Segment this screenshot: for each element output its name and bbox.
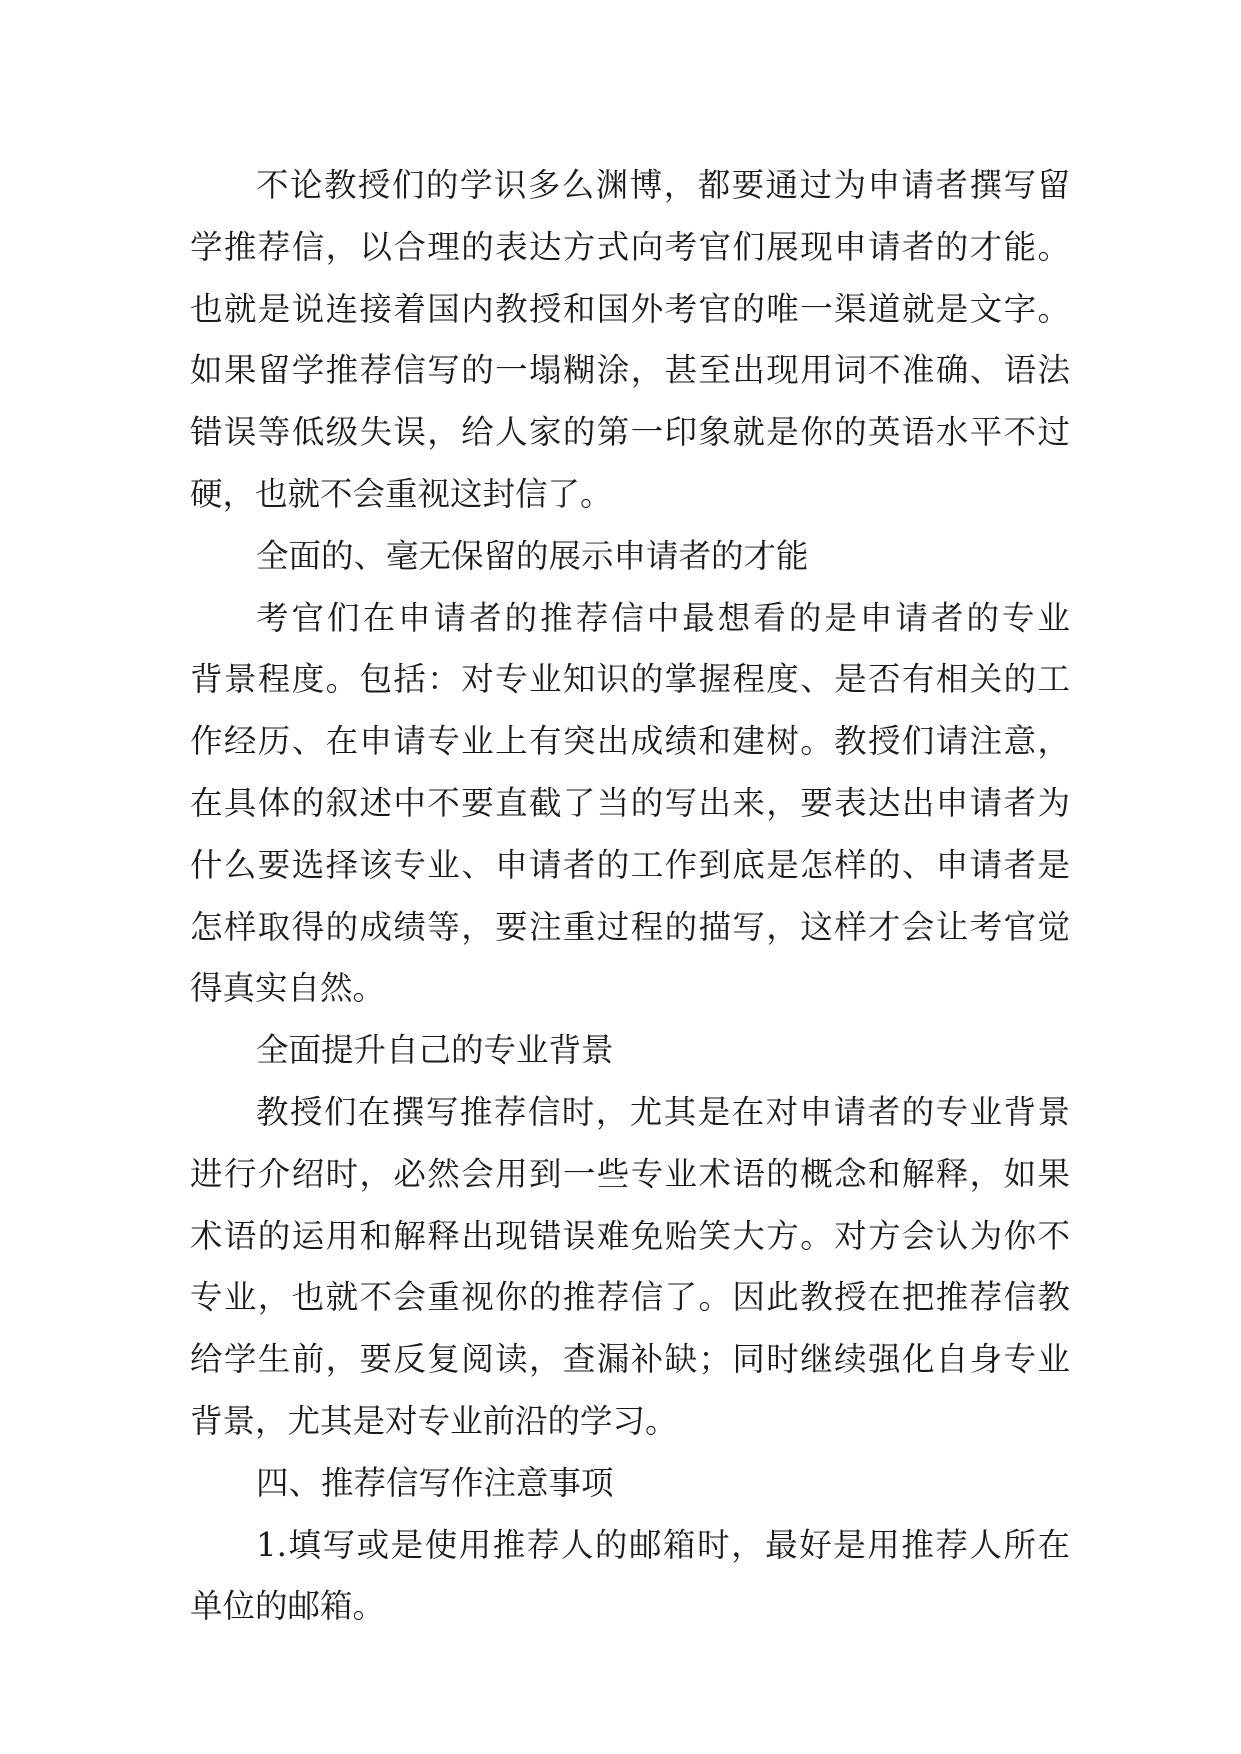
text-line: 教授们在撰写推荐信时，尤其是在对申请者的专业背景	[256, 1092, 1070, 1131]
text-line: 背景程度。包括：对专业知识的掌握程度、是否有相关的工	[190, 660, 1070, 699]
text-line: 背景，尤其是对专业前沿的学习。	[190, 1401, 678, 1440]
text-line: 作经历、在申请专业上有突出成绩和建树。教授们请注意，	[190, 722, 1070, 761]
text-line: 学推荐信，以合理的表达方式向考官们展现申请者的才能。	[190, 227, 1070, 266]
text-line: 四、推荐信写作注意事项	[256, 1463, 614, 1502]
text-line: 全面提升自己的专业背景	[256, 1031, 614, 1070]
text-line: 考官们在申请者的推荐信中最想看的是申请者的专业	[256, 598, 1070, 637]
text-line: 在具体的叙述中不要直截了当的写出来，要表达出申请者为	[190, 783, 1070, 822]
text-line: 也就是说连接着国内教授和国外考官的唯一渠道就是文字。	[190, 289, 1070, 328]
text-line: 怎样取得的成绩等，要注重过程的描写，这样才会让考官觉	[190, 907, 1070, 946]
text-line: 全面的、毫无保留的展示申请者的才能	[256, 536, 809, 575]
text-line: 单位的邮箱。	[190, 1587, 386, 1626]
text-line: 如果留学推荐信写的一塌糊涂，甚至出现用词不准确、语法	[190, 351, 1070, 390]
text-line: 1.填写或是使用推荐人的邮箱时，最好是用推荐人所在	[256, 1525, 1070, 1564]
text-line: 错误等低级失误，给人家的第一印象就是你的英语水平不过	[190, 413, 1070, 452]
document-body	[190, 155, 1070, 1638]
text-line: 专业，也就不会重视你的推荐信了。因此教授在把推荐信教	[190, 1278, 1070, 1317]
text-line: 不论教授们的学识多么渊博，都要通过为申请者撰写留	[256, 166, 1070, 204]
text-line: 给学生前，要反复阅读，查漏补缺；同时继续强化自身专业	[190, 1340, 1070, 1379]
text-line: 得真实自然。	[190, 969, 386, 1008]
text-line: 硬，也就不会重视这封信了。	[190, 474, 613, 513]
text-line: 什么要选择该专业、申请者的工作到底是怎样的、申请者是	[190, 845, 1070, 884]
text-line: 术语的运用和解释出现错误难免贻笑大方。对方会认为你不	[190, 1216, 1070, 1255]
text-line: 进行介绍时，必然会用到一些专业术语的概念和解释，如果	[190, 1154, 1070, 1193]
